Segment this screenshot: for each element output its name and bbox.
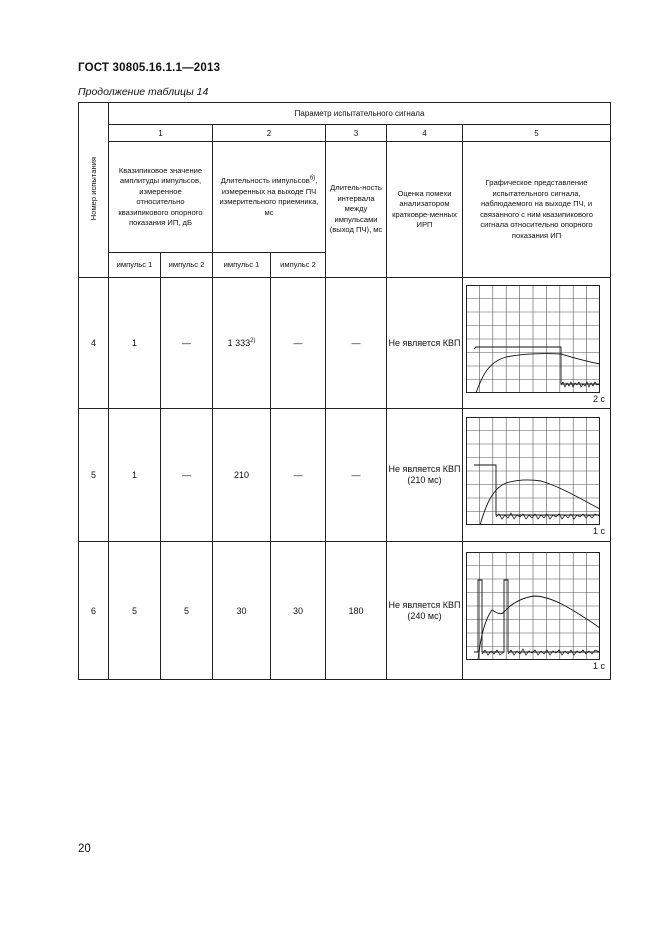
col4-description: Оценка помехи анализатором кратковре-менных ИРП	[387, 142, 463, 278]
cell-amp1: 1	[109, 278, 161, 409]
test-number-header	[79, 103, 109, 278]
sub-header-amp-pulse1: импульс 1	[109, 253, 161, 278]
cell-test-no: 5	[79, 409, 109, 542]
cell-interval: —	[326, 278, 387, 409]
cell-graph	[463, 542, 611, 680]
cell-dur2: —	[271, 409, 326, 542]
page-number: 20	[78, 843, 91, 855]
cell-dur1	[213, 278, 271, 409]
time-scale-label: 1 с	[593, 661, 606, 671]
test-number-label: Номер испытания	[89, 157, 98, 221]
cell-dur1	[213, 409, 271, 542]
cell-dur1-value: 1 333	[227, 338, 251, 348]
col2-description	[213, 142, 326, 253]
cell-dur2: 30	[271, 542, 326, 680]
signal-parameters-table	[78, 102, 611, 680]
sub-header-dur-pulse1: импульс 1	[213, 253, 271, 278]
col2-description-main: Длительность импульсов	[220, 176, 310, 185]
table-row	[79, 409, 611, 542]
oscillogram-graph	[466, 285, 600, 393]
cell-assessment: Не является КВП (240 мс)	[387, 542, 463, 680]
col2-description-tail: , измеренных на выходе ПЧ измерительного приемника, мс	[219, 176, 319, 217]
cell-graph	[463, 409, 611, 542]
col-number-4: 4	[387, 125, 463, 142]
sub-header-dur-pulse2: импульс 2	[271, 253, 326, 278]
time-scale-label: 1 с	[593, 525, 606, 536]
cell-dur1-note: 2)	[250, 338, 256, 344]
table-continuation-caption: Продолжение таблицы 14	[78, 86, 209, 98]
col1-description: Квазипиковое значение амплитуды импульсов, измеренное относительно квазипикового опорного показания ИП, дБ	[109, 142, 213, 253]
cell-amp1: 5	[109, 542, 161, 680]
time-scale-label: 2 с	[593, 393, 606, 404]
standard-title: ГОСТ 30805.16.1.1—2013	[78, 62, 221, 74]
cell-amp2: —	[161, 409, 213, 542]
cell-amp1: 1	[109, 409, 161, 542]
cell-interval: —	[326, 409, 387, 542]
cell-amp2: —	[161, 278, 213, 409]
cell-amp2: 5	[161, 542, 213, 680]
table-row	[79, 542, 611, 680]
table-row	[79, 278, 611, 409]
oscillogram-graph	[466, 417, 600, 525]
col-number-2: 2	[213, 125, 326, 142]
cell-interval: 180	[326, 542, 387, 680]
cell-dur1	[213, 542, 271, 680]
cell-dur1-value: 30	[236, 605, 247, 616]
col-number-3: 3	[326, 125, 387, 142]
cell-assessment: Не является КВП (210 мс)	[387, 409, 463, 542]
col-number-1: 1	[109, 125, 213, 142]
col5-description: Графическое представление испытательного сигнала, наблюдаемого на выходе ПЧ, и связанного с ним квазипикового сигнала относительно опорного показания ИП	[463, 142, 611, 278]
sub-header-amp-pulse2: импульс 2	[161, 253, 213, 278]
col2-footnote-mark: б)	[309, 175, 316, 182]
col3-description: Длитель-ность интервала между импульсами (выход ПЧ), мс	[326, 142, 387, 278]
cell-test-no: 6	[79, 542, 109, 680]
cell-dur2: —	[271, 278, 326, 409]
cell-test-no: 4	[79, 278, 109, 409]
cell-assessment: Не является КВП	[387, 278, 463, 409]
cell-dur1-value: 210	[233, 470, 250, 480]
oscillogram-graph	[466, 552, 600, 660]
col-number-5: 5	[463, 125, 611, 142]
group-header: Параметр испытательного сигнала	[109, 103, 611, 125]
cell-graph	[463, 278, 611, 409]
